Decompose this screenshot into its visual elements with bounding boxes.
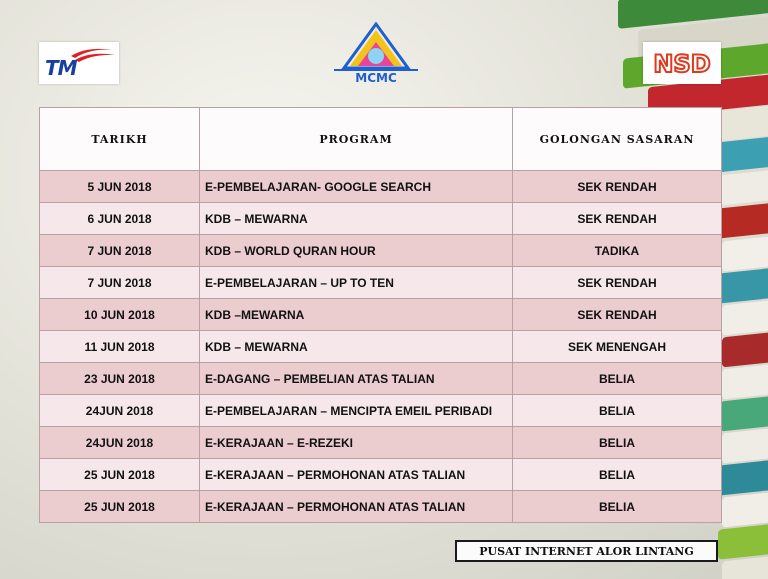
cell-tarikh: 7 JUN 2018 (40, 267, 200, 299)
cell-sasaran: SEK MENENGAH (513, 331, 722, 363)
mcmc-logo (330, 22, 422, 86)
table-row (40, 363, 722, 395)
cell-tarikh: 24JUN 2018 (40, 427, 200, 459)
cell-tarikh: 11 JUN 2018 (40, 331, 200, 363)
cell-program: KDB –MEWARNA (200, 299, 513, 331)
cell-sasaran: BELIA (513, 491, 722, 523)
cell-tarikh: 7 JUN 2018 (40, 235, 200, 267)
table-row (40, 203, 722, 235)
cell-sasaran: BELIA (513, 395, 722, 427)
footer-location-label: PUSAT INTERNET ALOR LINTANG (455, 540, 718, 562)
cell-program: E-KERAJAAN – PERMOHONAN ATAS TALIAN (200, 459, 513, 491)
cell-tarikh: 6 JUN 2018 (40, 203, 200, 235)
table-row (40, 299, 722, 331)
header-tarikh: TARIKH (40, 108, 200, 171)
table-row (40, 491, 722, 523)
header-program: PROGRAM (200, 108, 513, 171)
cell-sasaran: SEK RENDAH (513, 203, 722, 235)
cell-sasaran: BELIA (513, 427, 722, 459)
tm-logo-text: TM (45, 56, 77, 80)
table-row (40, 331, 722, 363)
cell-program: E-KERAJAAN – E-REZEKI (200, 427, 513, 459)
cell-program: E-DAGANG – PEMBELIAN ATAS TALIAN (200, 363, 513, 395)
cell-program: KDB – MEWARNA (200, 203, 513, 235)
cell-sasaran: SEK RENDAH (513, 299, 722, 331)
cell-program: E-PEMBELAJARAN – UP TO TEN (200, 267, 513, 299)
cell-program: KDB – MEWARNA (200, 331, 513, 363)
mcmc-triangle-icon (330, 22, 422, 86)
cell-tarikh: 25 JUN 2018 (40, 491, 200, 523)
schedule-table (39, 107, 722, 523)
table-row (40, 267, 722, 299)
table-row (40, 427, 722, 459)
nsd-logo-text: NSD (653, 50, 711, 78)
cell-sasaran: BELIA (513, 459, 722, 491)
cell-tarikh: 5 JUN 2018 (40, 171, 200, 203)
nsd-logo-icon (643, 42, 721, 84)
cell-program: E-PEMBELAJARAN- GOOGLE SEARCH (200, 171, 513, 203)
cell-tarikh: 25 JUN 2018 (40, 459, 200, 491)
cell-tarikh: 23 JUN 2018 (40, 363, 200, 395)
cell-sasaran: TADIKA (513, 235, 722, 267)
table-row (40, 459, 722, 491)
nsd-logo (643, 42, 721, 84)
header-golongan-sasaran: GOLONGAN SASARAN (513, 108, 722, 171)
mcmc-logo-text: MCMC (355, 71, 397, 85)
table-row (40, 171, 722, 203)
cell-sasaran: BELIA (513, 363, 722, 395)
cell-program: E-KERAJAAN – PERMOHONAN ATAS TALIAN (200, 491, 513, 523)
cell-tarikh: 24JUN 2018 (40, 395, 200, 427)
cell-tarikh: 10 JUN 2018 (40, 299, 200, 331)
table-header-row (40, 108, 722, 171)
table-row (40, 235, 722, 267)
table-row (40, 395, 722, 427)
cell-program: KDB – WORLD QURAN HOUR (200, 235, 513, 267)
cell-program: E-PEMBELAJARAN – MENCIPTA EMEIL PERIBADI (200, 395, 513, 427)
cell-sasaran: SEK RENDAH (513, 267, 722, 299)
tm-logo (39, 42, 119, 84)
cell-sasaran: SEK RENDAH (513, 171, 722, 203)
